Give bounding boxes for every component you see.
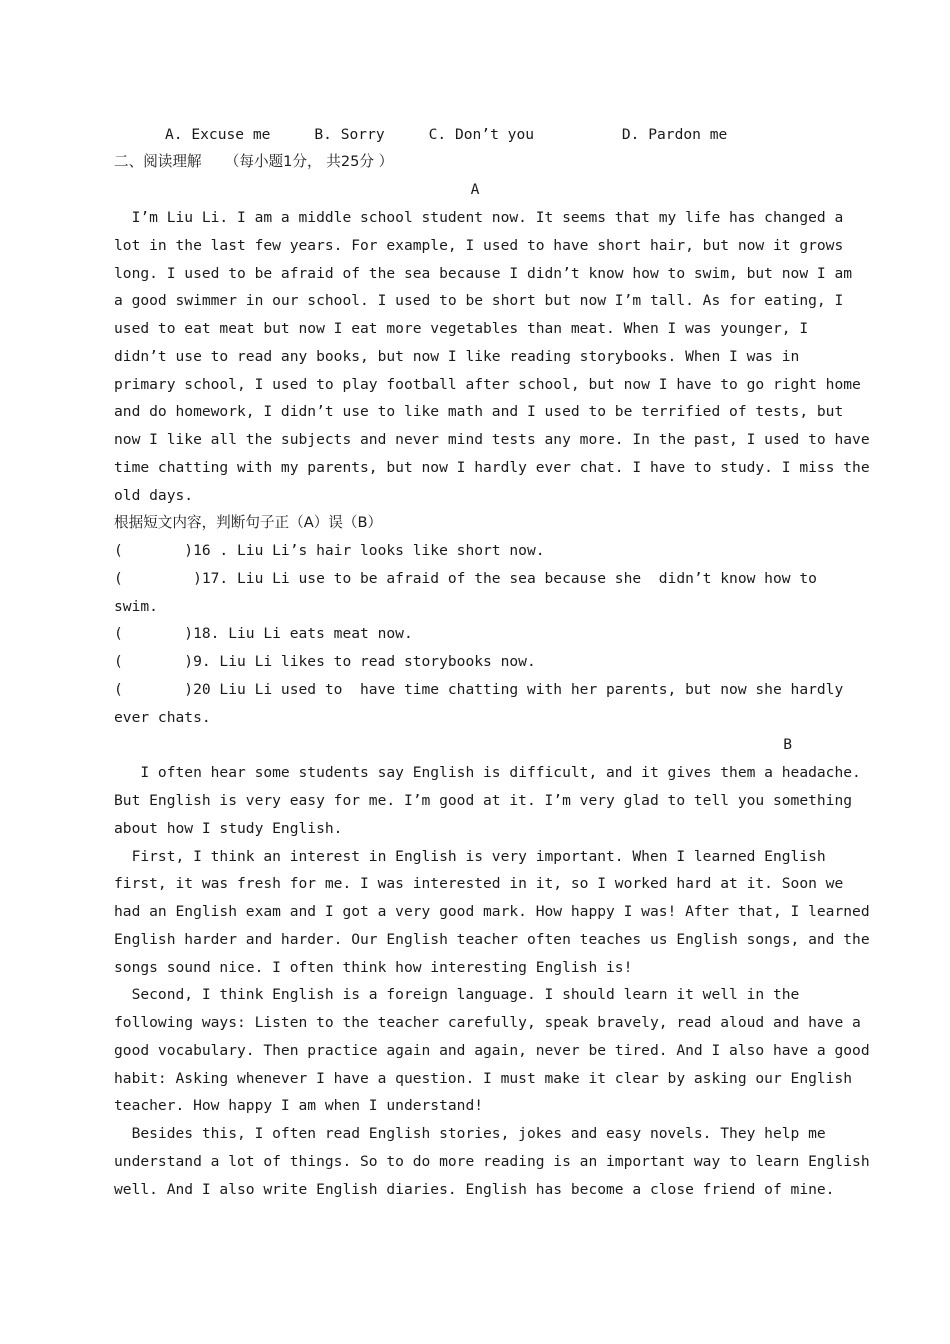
passage-line: But English is very easy for me. I’m good at it. I’m very glad to tell you something	[114, 792, 853, 809]
passage-line: old days.	[114, 487, 194, 504]
passage-line: habit: Asking whenever I have a question. I must make it clear by asking our English	[114, 1070, 853, 1087]
question-item: swim.	[114, 598, 158, 615]
passage-line: had an English exam and I got a very good mark. How happy I was! After that, I learned	[114, 903, 870, 920]
passage-line: lot in the last few years. For example, I used to have short hair, but now it grows	[114, 237, 844, 254]
passage-b-label: B	[783, 736, 792, 753]
passage-a-label: A	[470, 181, 480, 198]
passage-line: Second, I think English is a foreign language. I should learn it well in the	[114, 986, 800, 1003]
question-item: ( )20 Liu Li used to have time chatting with her parents, but now she hardly	[114, 681, 844, 698]
question-item: ( )9. Liu Li likes to read storybooks now.	[114, 653, 536, 670]
judgement-instruction: 根据短文内容，判断句子正（A）误（B）	[114, 514, 383, 531]
answer-options: A. Excuse me B. Sorry C. Don’t you D. Pardon me	[165, 126, 728, 143]
passage-line: good vocabulary. Then practice again and again, never be tired. And I also have a good	[114, 1042, 870, 1059]
passage-line: First, I think an interest in English is very important. When I learned English	[114, 848, 826, 865]
passage-line: well. And I also write English diaries. English has become a close friend of mine.	[114, 1181, 835, 1198]
passage-line: didn’t use to read any books, but now I like reading storybooks. When I was in	[114, 348, 800, 365]
question-item: ( )18. Liu Li eats meat now.	[114, 625, 413, 642]
passage-line: time chatting with my parents, but now I hardly ever chat. I have to study. I miss the	[114, 459, 870, 476]
passage-line: I’m Liu Li. I am a middle school student now. It seems that my life has changed a	[114, 209, 844, 226]
question-item: ( )17. Liu Li use to be afraid of the sea because she didn’t know how to	[114, 570, 817, 587]
question-item: ever chats.	[114, 709, 211, 726]
passage-line: Besides this, I often read English stories, jokes and easy novels. They help me	[114, 1125, 826, 1142]
passage-line: and do homework, I didn’t use to like math and I used to be terrified of tests, but	[114, 403, 844, 420]
section-title: 二、阅读理解 （每小题1分， 共25分 ）	[114, 153, 394, 170]
passage-line: a good swimmer in our school. I used to be short but now I’m tall. As for eating, I	[114, 292, 844, 309]
passage-line: used to eat meat but now I eat more vegetables than meat. When I was younger, I	[114, 320, 809, 337]
passage-line: teacher. How happy I am when I understand!	[114, 1097, 484, 1114]
question-item: ( )16 . Liu Li’s hair looks like short now.	[114, 542, 545, 559]
passage-line: songs sound nice. I often think how interesting English is!	[114, 959, 633, 976]
passage-line: long. I used to be afraid of the sea because I didn’t know how to swim, but now I am	[114, 265, 853, 282]
passage-line: I often hear some students say English is difficult, and it gives them a headache.	[114, 764, 861, 781]
passage-line: first, it was fresh for me. I was interested in it, so I worked hard at it. Soon we	[114, 875, 844, 892]
passage-line: understand a lot of things. So to do more reading is an important way to learn English	[114, 1153, 870, 1170]
passage-line: about how I study English.	[114, 820, 343, 837]
passage-line: primary school, I used to play football after school, but now I have to go right home	[114, 376, 861, 393]
passage-line: now I like all the subjects and never mind tests any more. In the past, I used to have	[114, 431, 870, 448]
passage-line: following ways: Listen to the teacher carefully, speak bravely, read aloud and have a	[114, 1014, 861, 1031]
passage-line: English harder and harder. Our English teacher often teaches us English songs, and the	[114, 931, 870, 948]
